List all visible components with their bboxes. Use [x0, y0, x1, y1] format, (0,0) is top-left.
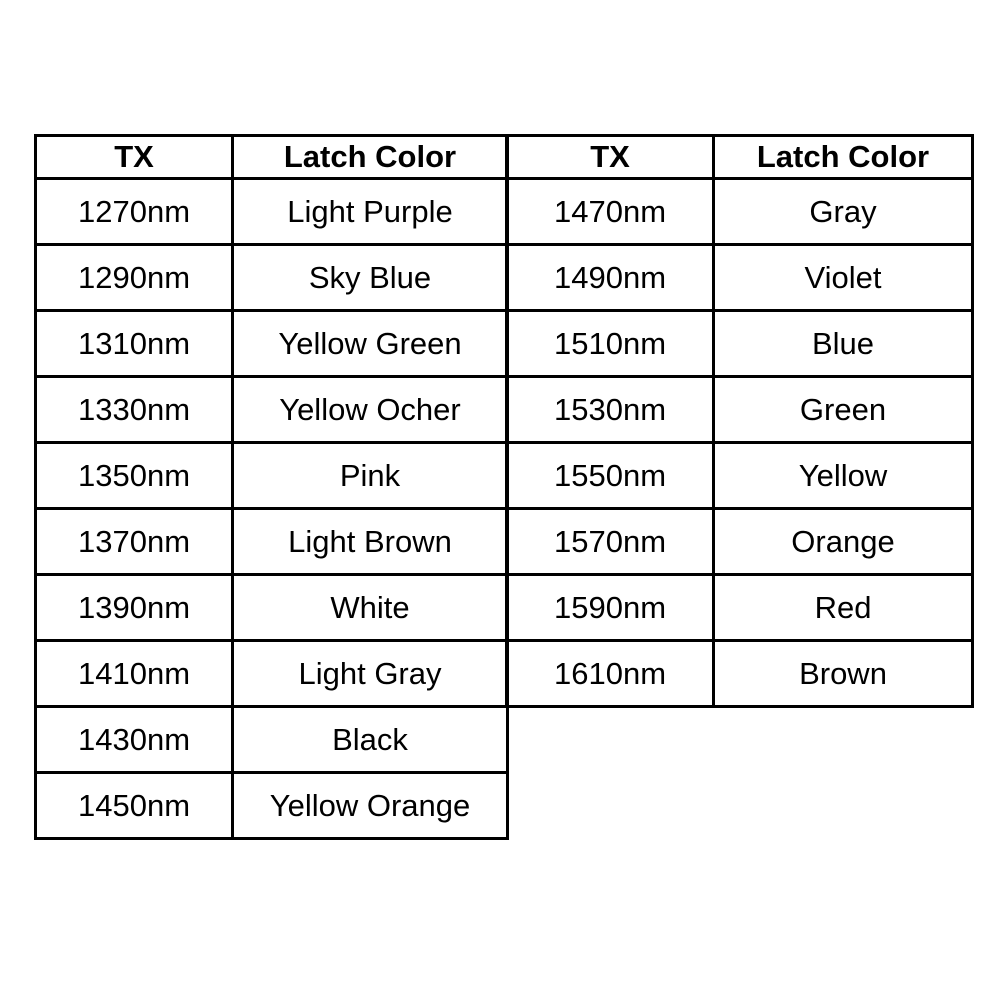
table-row: [36, 575, 508, 641]
tx-cell: 1390nm: [36, 575, 233, 641]
latch-color-cell: Sky Blue: [233, 245, 508, 311]
tx-cell: 1490nm: [507, 245, 714, 311]
latch-color-cell: Light Brown: [233, 509, 508, 575]
latch-color-cell: Blue: [714, 311, 973, 377]
tx-cell: 1430nm: [36, 707, 233, 773]
table-row: [507, 443, 973, 509]
header-latch-color: Latch Color: [233, 136, 508, 179]
latch-color-cell: Red: [714, 575, 973, 641]
latch-color-cell: Yellow Orange: [233, 773, 508, 839]
table-row: [36, 377, 508, 443]
tx-cell: 1330nm: [36, 377, 233, 443]
table-row: [36, 443, 508, 509]
latch-color-cell: Pink: [233, 443, 508, 509]
latch-color-cell: Gray: [714, 179, 973, 245]
header-tx: TX: [36, 136, 233, 179]
latch-color-cell: Yellow: [714, 443, 973, 509]
tx-cell: 1550nm: [507, 443, 714, 509]
table-row: [507, 311, 973, 377]
table-row: [36, 311, 508, 377]
table-row: [507, 245, 973, 311]
table-row: [36, 641, 508, 707]
header-tx: TX: [507, 136, 714, 179]
tx-cell: 1510nm: [507, 311, 714, 377]
tx-cell: 1270nm: [36, 179, 233, 245]
table-row: [36, 179, 508, 245]
tx-cell: 1590nm: [507, 575, 714, 641]
latch-color-cell: Black: [233, 707, 508, 773]
tx-cell: 1470nm: [507, 179, 714, 245]
table-row: [36, 773, 508, 839]
latch-color-cell: Brown: [714, 641, 973, 707]
latch-color-cell: Violet: [714, 245, 973, 311]
table-row: [36, 245, 508, 311]
tx-cell: 1570nm: [507, 509, 714, 575]
latch-color-cell: White: [233, 575, 508, 641]
tx-cell: 1530nm: [507, 377, 714, 443]
table-row: [507, 641, 973, 707]
tx-cell: 1410nm: [36, 641, 233, 707]
latch-color-cell: Light Gray: [233, 641, 508, 707]
tx-cell: 1310nm: [36, 311, 233, 377]
latch-color-table-left: [34, 134, 509, 840]
latch-color-cell: Light Purple: [233, 179, 508, 245]
latch-color-cell: Yellow Ocher: [233, 377, 508, 443]
tx-cell: 1370nm: [36, 509, 233, 575]
table-row: [36, 509, 508, 575]
table-header-row: [36, 136, 508, 179]
table-row: [507, 377, 973, 443]
tx-cell: 1290nm: [36, 245, 233, 311]
tx-cell: 1350nm: [36, 443, 233, 509]
latch-color-cell: Yellow Green: [233, 311, 508, 377]
table-row: [507, 575, 973, 641]
table-row: [507, 179, 973, 245]
tx-cell: 1450nm: [36, 773, 233, 839]
table-row: [507, 509, 973, 575]
header-latch-color: Latch Color: [714, 136, 973, 179]
latch-color-cell: Green: [714, 377, 973, 443]
latch-color-table-right: [505, 134, 974, 708]
tx-cell: 1610nm: [507, 641, 714, 707]
table-row: [36, 707, 508, 773]
latch-color-cell: Orange: [714, 509, 973, 575]
table-header-row: [507, 136, 973, 179]
